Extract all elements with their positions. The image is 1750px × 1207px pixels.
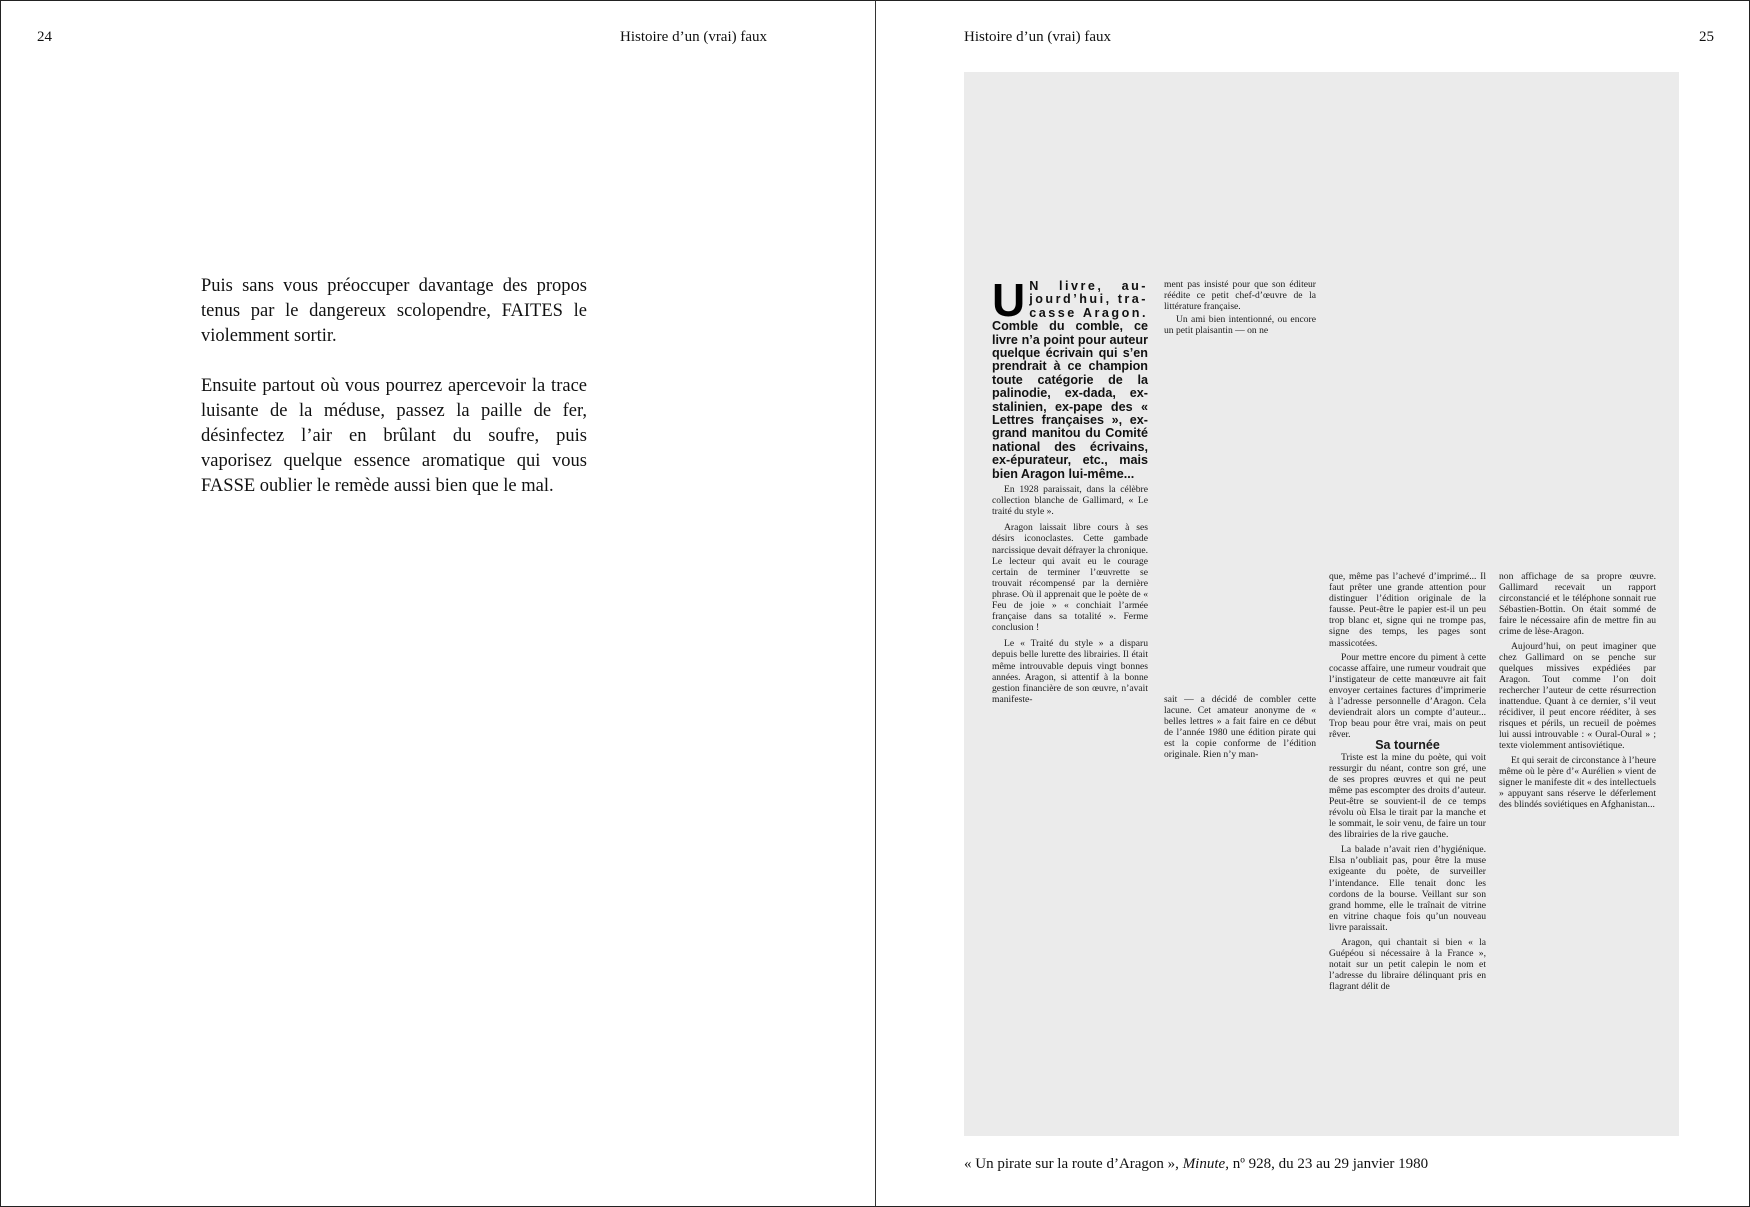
right-page xyxy=(875,0,1750,1207)
clipping-column-2-bottom xyxy=(1164,694,1316,761)
col4-paragraph-2: Aujourd’hui, on peut imaginer que chez Gallimard on se penche sur quelques missives expédiées par Aragon. Tout comme l’on doit rechercher l’auteur de cette résurrection inattendue. Quant à ce dernier, s’il veut récidiver, il peut encore rééditer, à ses risques et périls, un recueil de poèmes lui aussi introuvable : « Oural-Oural » ; texte violemment antisoviétique. xyxy=(1499,640,1656,752)
col4-paragraph-3: Et qui serait de circonstance à l’heure même où le père d’« Aurélien » vient de signer le manifeste dit « des intellectuels » appuyant sans réserve le déferlement des blindés soviétiques en Afghanistan... xyxy=(1499,754,1656,810)
page-number-right: 25 xyxy=(1699,29,1714,45)
page-number-left: 24 xyxy=(37,29,52,45)
caption-title: « Un pirate sur la route d’Aragon », xyxy=(964,1156,1179,1172)
newspaper-clipping xyxy=(964,72,1679,1136)
running-head-left: Histoire d’un (vrai) faux xyxy=(620,29,768,45)
drop-cap: U xyxy=(992,274,1026,326)
col3-paragraph-5: Aragon, qui chantait si bien « la Guépéou si nécessaire à la France », notait sur un petit calepin le nom et l’adresse du libraire délinquant pris en flagrant délit de xyxy=(1329,937,1486,993)
col4-paragraph-1: non affichage de sa propre œuvre. Gallimard recevait un rapport circonstancié et le téléphone sonnait rue Sébastien-Bottin. On était sommé de faire le nécessaire afin de mettre fin au crime de lèse-Aragon. xyxy=(1499,571,1656,638)
paragraph-2: Ensuite partout où vous pourrez apercevoir la trace luisante de la méduse, passez la paille de fer, désinfectez l’air en brûlant du soufre, puis vaporisez quelque essence aromatique qui vous FASSE oublier le remède aussi bien que le mal. xyxy=(201,376,587,496)
paragraph-1: Puis sans vous préoccuper davantage des propos tenus par le dangereux scolopendre, FAITES le violemment sortir. xyxy=(201,276,587,346)
clipping-lead xyxy=(992,274,1148,481)
col2-top-paragraph-2: Un ami bien intentionné, ou encore un petit plaisantin — on ne xyxy=(1164,314,1316,337)
col3-paragraph-3: Triste est la mine du poète, qui voit ressurgir du néant, contre son gré, une de ses propres œuvres et qui ne peut même pas escompter des droits d’auteur. Peut-être se souvient-il de ce temps révolu où Elsa le tirait par la manche et le sommait, le soir venu, de faire un tour des librairies de la rive gauche. xyxy=(1329,751,1486,841)
lead-spaced: N livre, au-jourd’hui, tra-casse Aragon. xyxy=(1029,279,1148,320)
clipping-column-2-top xyxy=(1164,279,1316,336)
col2-top-paragraph-1: ment pas insisté pour que son éditeur réédite ce petit chef-d’œuvre de la littérature française. xyxy=(1164,279,1316,313)
clipping-column-3 xyxy=(1329,571,1486,992)
caption-details: , nº 928, du 23 au 29 janvier 1980 xyxy=(1225,1156,1429,1172)
col3-paragraph-1: que, même pas l’achevé d’imprimé... Il faut prêter une grande attention pour distinguer l’édition originale de la fausse. Peut-être le papier est-il un peu trop blanc et, signe qui ne trompe pas, signe des temps, les pages sont massicotées. xyxy=(1329,571,1486,649)
clipping-column-4 xyxy=(1499,571,1656,810)
col1-paragraph-1: En 1928 paraissait, dans la célèbre collection blanche de Gallimard, « Le traité du style ». xyxy=(992,484,1148,518)
body-text xyxy=(201,274,587,524)
caption-journal: Minute xyxy=(1182,1156,1226,1172)
clipping-subhead: Sa tournée xyxy=(1375,738,1440,753)
running-head-right: Histoire d’un (vrai) faux xyxy=(964,29,1112,45)
col2-bottom-paragraph-1: sait — a décidé de combler cette lacune. Cet amateur anonyme de « belles lettres » a fait faire en ce début de l’année 1980 une édition pirate qui est la copie conforme de l’édition originale. Rien n’y man- xyxy=(1164,694,1316,761)
clipping-caption xyxy=(964,1155,1428,1173)
col3-paragraph-2: Pour mettre encore du piment à cette cocasse affaire, une rumeur voudrait que l’instigateur de cette manœuvre ait fait envoyer certaines factures d’imprimerie à l’adresse personnelle d’Aragon. Cela deviendrait alors un compte d’auteur... Trop beau pour être vrai, mais on peut rêver. xyxy=(1329,651,1486,741)
col1-paragraph-2: Aragon laissait libre cours à ses désirs iconoclastes. Cette gambade narcissique devait défrayer la chronique. Le lecteur qui avait eu le courage certain de terminer l’œuvrette se trouvait récompensé par la dernière phrase. Où il apprenait que le poète de « Feu de joie » « conchiait l’armée française dans sa totalité ». Ferme conclusion ! xyxy=(992,522,1148,634)
lead-rest: Comble du comble, ce livre n’a point pour auteur quelque écrivain qui s’en prendrait à ce champion toute catégorie de la palinodie, ex-dada, ex-stalinien, ex-pape des « Lettres françaises », ex-grand manitou du Comité national des écrivains, ex-épurateur, etc., mais bien Aragon lui-même... xyxy=(992,319,1148,481)
col3-paragraph-4: La balade n’avait rien d’hygiénique. Elsa n’oubliait pas, pour être la muse exigeante du poète, de surveiller l’intendance. Elle tenait donc les cordons de la bourse. Veillant sur son grand homme, elle le traînait de vitrine en vitrine chaque fois qu’un nouveau livre paraissait. xyxy=(1329,844,1486,933)
clipping-column-1 xyxy=(992,274,1148,705)
col1-paragraph-3: Le « Traité du style » a disparu depuis belle lurette des librairies. Il était même introuvable depuis vingt bonnes années. Aragon, si attentif à la bonne gestion financière de son œuvre, n’avait manifeste- xyxy=(992,638,1148,705)
